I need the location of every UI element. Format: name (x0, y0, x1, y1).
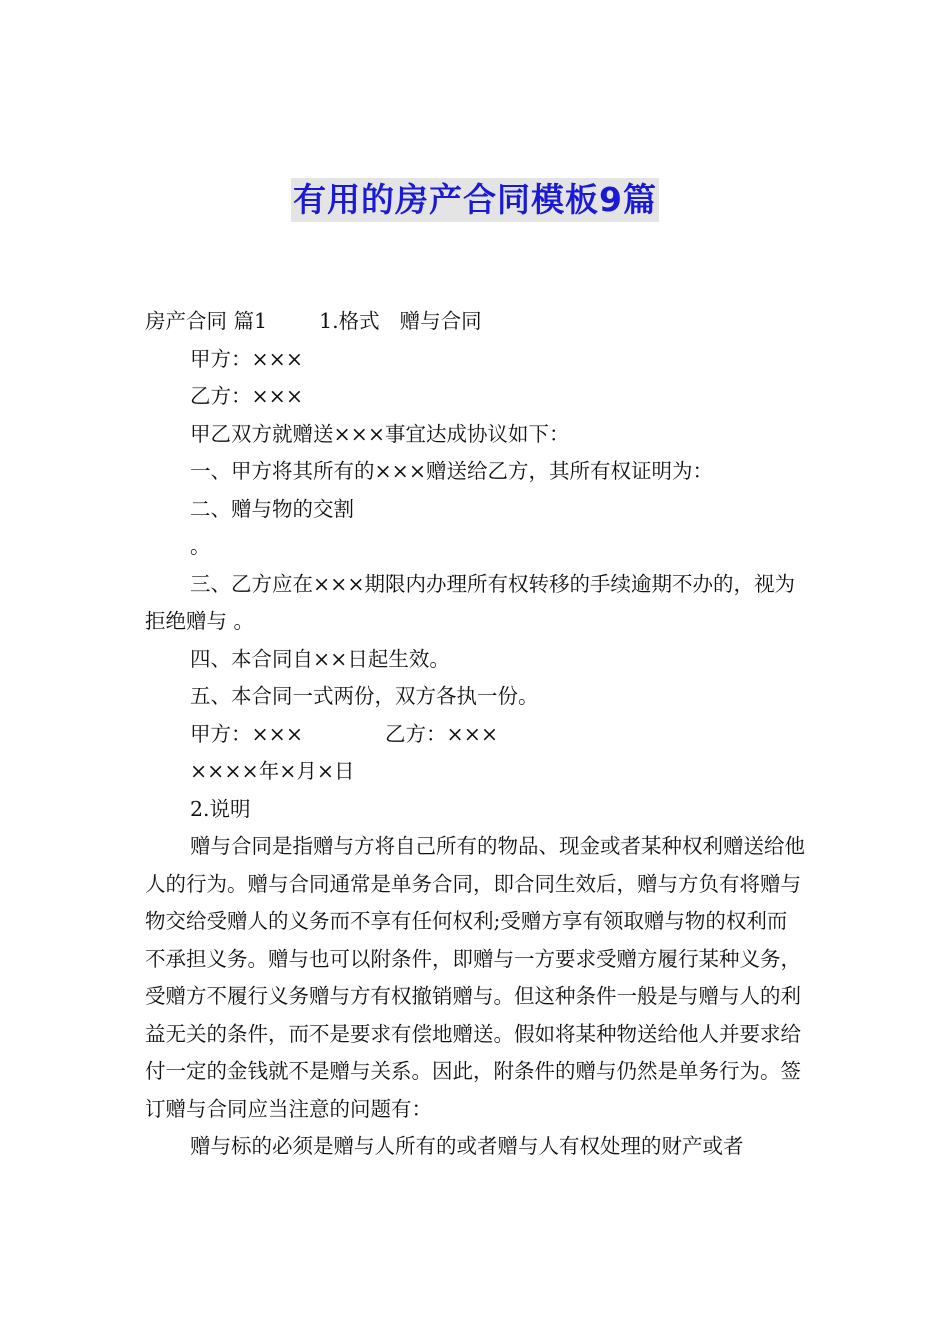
party-b-line: 乙方：××× (190, 384, 304, 408)
document-title: 有用的房产合同模板9篇 (291, 178, 659, 222)
signature-line (145, 716, 807, 754)
explanation-heading: 2.说明 (190, 796, 251, 821)
contract-date: ××××年×月×日 (190, 759, 355, 783)
explanation-paragraph-1: 赠与合同是指赠与方将自己所有的物品、现金或者某种权利赠送给他人的行为。赠与合同通常是单务合同，即合同生效后，赠与方负有将赠与物交给受赠人的义务而不享有任何权利;受赠方享有领取赠与物的权利而不承担义务。赠与也可以附条件，即赠与一方要求受赠方履行某种义务，受赠方不履行义务赠与方有权撤销赠与。但这种条件一般是与赠与人的利益无关的条件，而不是要求有偿地赠送。假如将某种物送给他人并要求给付一定的金钱就不是赠与关系。因此，附条件的赠与仍然是单务行为。签订赠与合同应当注意的问题有： (145, 834, 805, 1121)
section-heading-line (145, 303, 807, 341)
signature-party-a: 甲方：××× (190, 721, 304, 746)
clause-3: 三、乙方应在×××期限内办理所有权转移的手续逾期不办的，视为拒绝赠与 。 (145, 571, 796, 633)
clause-2: 二、赠与物的交割 (190, 496, 354, 521)
section-label: 房产合同 篇1 (145, 309, 268, 333)
clause-5: 五、本合同一式两份，双方各执一份。 (190, 684, 539, 708)
signature-party-b: 乙方：××× (385, 721, 499, 746)
clause-4: 四、本合同自××日起生效。 (190, 646, 450, 671)
contract-intro: 甲乙双方就赠送×××事宜达成协议如下： (190, 421, 570, 446)
clause-2-end: 。 (190, 534, 211, 558)
title-container (0, 178, 950, 222)
party-a-line: 甲方：××× (190, 346, 304, 371)
format-label: 1.格式 (319, 309, 380, 333)
explanation-paragraph-2: 赠与标的必须是赠与人所有的或者赠与人有权处理的财产或者 (190, 1134, 744, 1158)
clause-1: 一、甲方将其所有的×××赠送给乙方，其所有权证明为： (190, 459, 714, 483)
document-body (145, 303, 807, 1166)
contract-name: 赠与合同 (399, 309, 482, 333)
